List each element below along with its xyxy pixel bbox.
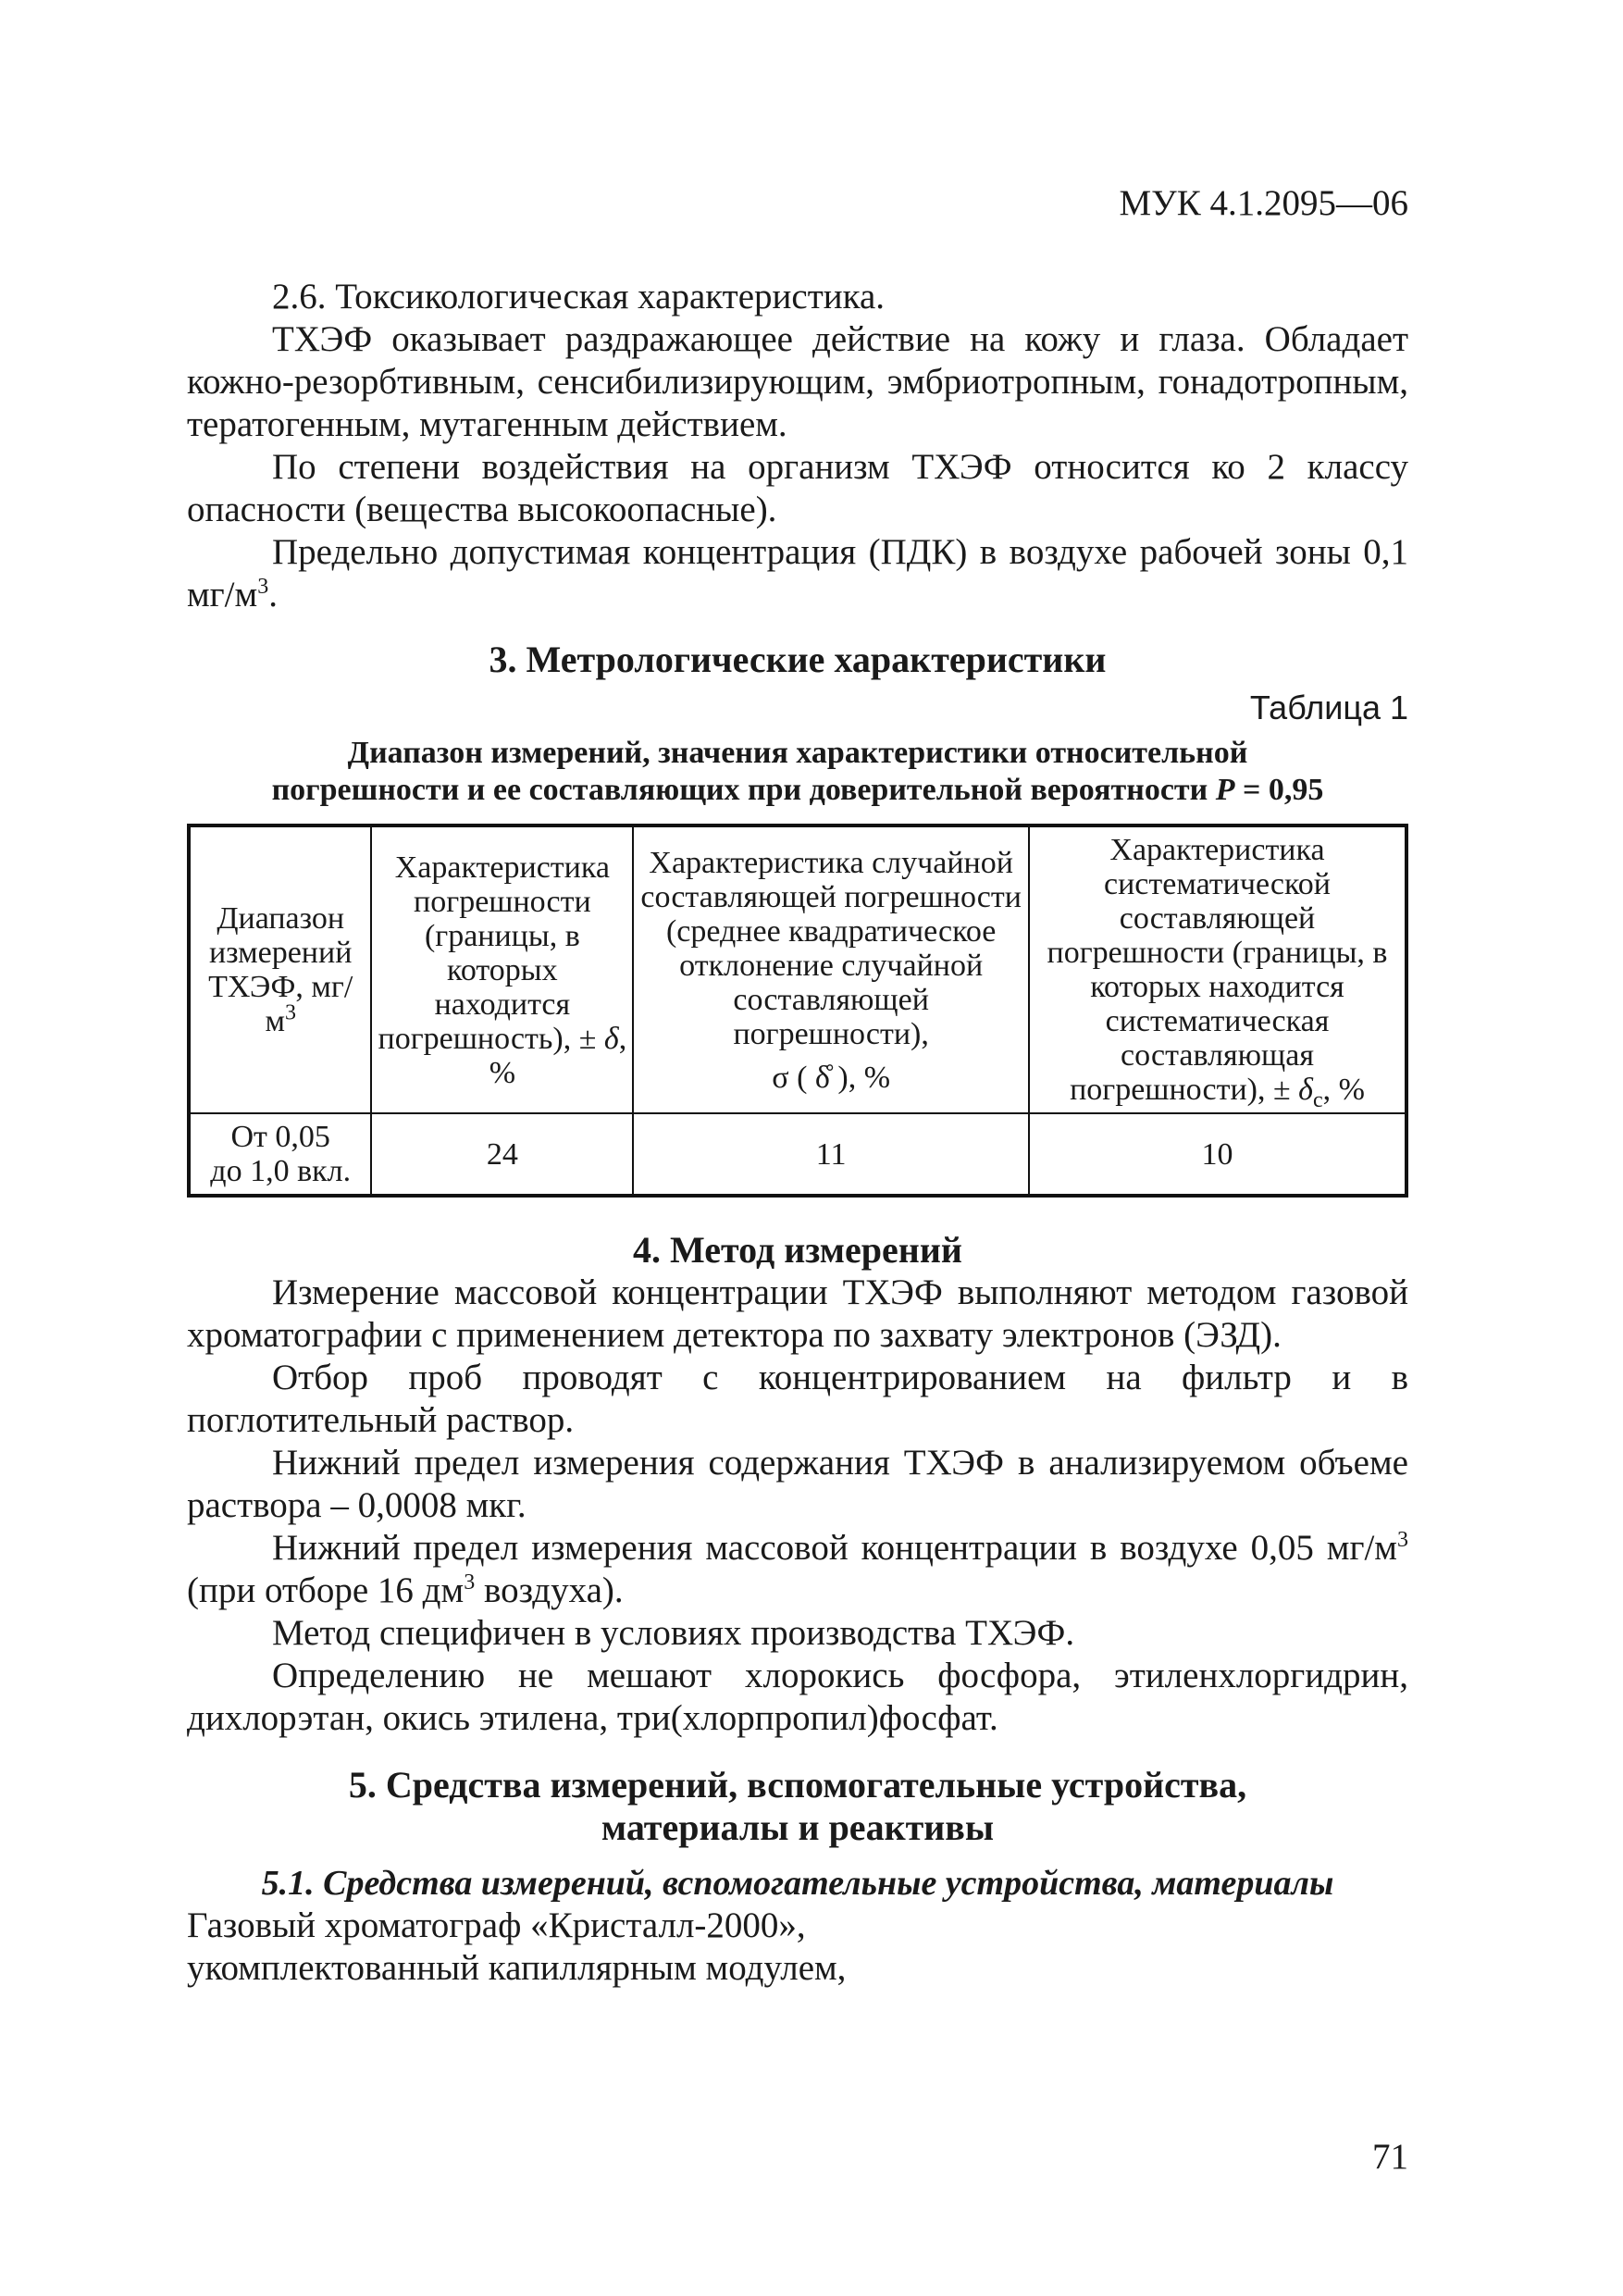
table-label: Таблица 1: [1249, 689, 1408, 726]
paragraph: Измерение массовой концентрации ТХЭФ выполняют методом газовой хроматографии с применением детектора по захвату электронов (ЭЗД).: [187, 1272, 1408, 1355]
paragraph: Определению не мешают хлорокись фосфора, этиленхлоргидрин, дихлорэтан, окись этилена, три(хлорпропил)фосфат.: [187, 1656, 1408, 1738]
cell-error: 24: [371, 1113, 633, 1196]
paragraph: Отбор проб проводят с концентрированием на фильтр и в поглотительный раствор.: [187, 1358, 1408, 1440]
cell-random: 11: [633, 1113, 1029, 1196]
document-code: МУК 4.1.2095—06: [1119, 183, 1408, 223]
section-5-heading: 5. Средства измерений, вспомогательные устройства, материалы и реактивы: [348, 1764, 1247, 1848]
header-systematic-component: Характеристика систематической составляющей погрешности (границы, в которых находится систематическая составляющая погрешности), ± $\delta_c$, %: [1029, 825, 1406, 1113]
cell-systematic: 10: [1029, 1113, 1406, 1196]
document-page: [187, 185, 1408, 2175]
paragraph: Предельно допустимая концентрация (ПДК) в воздухе рабочей зоны 0,1 $мг/м^3$.: [187, 532, 1408, 614]
table-header-row: [189, 825, 1406, 1113]
section-2-6-title: 2.6. Токсикологическая характеристика.: [272, 277, 886, 316]
page-body: [187, 276, 1408, 1990]
table-row: [189, 1113, 1406, 1196]
equipment-line: Газовый хроматограф «Кристалл-2000»,: [187, 1905, 806, 1945]
paragraph: По степени воздействия на организм ТХЭФ относится ко 2 классу опасности (вещества высокоопасные).: [187, 447, 1408, 529]
header-range: Диапазон измерений ТХЭФ, $мг/м^3$: [189, 825, 371, 1113]
page-number: 71: [1372, 2137, 1408, 2177]
paragraph: Нижний предел измерения содержания ТХЭФ в анализируемом объеме раствора – 0,0008 мкг.: [187, 1443, 1408, 1525]
table-caption: Диапазон измерений, значения характеристики относительной погрешности и ее составляющих при доверительной вероятности P = 0,95: [271, 736, 1324, 807]
cell-range: От 0,05 до 1,0 вкл.: [189, 1113, 371, 1196]
equipment-line: укомплектованный капиллярным модулем,: [187, 1948, 847, 1988]
section-4-heading: 4. Метод измерений: [633, 1229, 962, 1271]
header-error: Характеристика погрешности (границы, в которых находится погрешность), ± δ, %: [371, 825, 633, 1113]
section-3-heading: 3. Метрологические характеристики: [489, 639, 1107, 680]
paragraph: Метод специфичен в условиях производства ТХЭФ.: [272, 1613, 1075, 1653]
metrology-table: [187, 824, 1408, 1198]
paragraph: ТХЭФ оказывает раздражающее действие на кожу и глаза. Обладает кожно-резорбтивным, сенсибилизирующим, эмбриотропным, гонадотропным, тератогенным, мутагенным действием.: [187, 319, 1408, 444]
paragraph: Нижний предел измерения массовой концентрации в воздухе 0,05 $мг/м^3$ (при отборе 16 $дм^3$ воздуха).: [187, 1528, 1408, 1610]
subsection-5-1-heading: 5.1. Средства измерений, вспомогательные устройства, материалы: [261, 1864, 1334, 1903]
header-random-component: Характеристика случайной составляющей погрешности (среднее квадратическое отклонение случайной составляющей погрешности), σ ( δ̊ ), %: [633, 825, 1029, 1113]
